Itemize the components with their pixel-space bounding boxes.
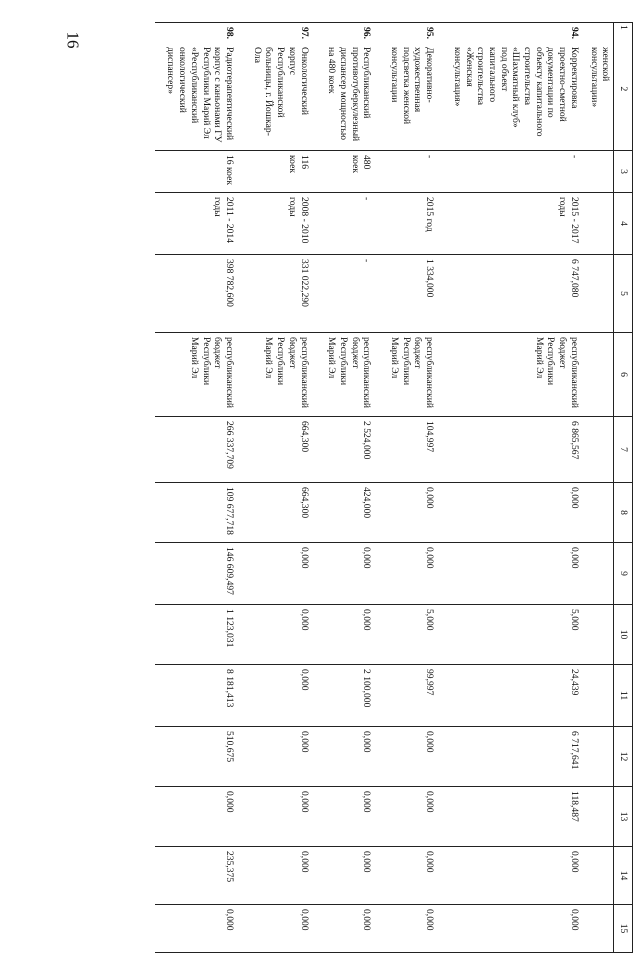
cell-capacity: - [378, 151, 441, 193]
cell-estimated-cost: 398 782,600 [155, 255, 241, 333]
row-name: Радиотерапевтический корпус с каньонами ГУ Республики Марий Эл «Республиканский онкологический диспансер» [165, 47, 236, 143]
row-number: 97. [298, 27, 310, 39]
cell-value: 0,000 [316, 543, 379, 605]
row-name-cell [316, 23, 379, 151]
cell-value: 0,000 [316, 905, 379, 953]
header-cell: 5 [614, 255, 633, 333]
cell-funding-source: республиканский бюджет Республики Марий Эл [155, 333, 241, 417]
table-row [441, 23, 586, 953]
cell-value: 0,000 [441, 483, 586, 543]
row-name: Онкологический корпус Республиканской больницы, г. Йошкар-Ола [251, 47, 310, 136]
row-number: 95. [424, 27, 436, 39]
row-name-cell [441, 23, 586, 151]
cell-value: 0,000 [316, 605, 379, 665]
table-row [378, 23, 441, 953]
cell-estimated-cost: 331 022,290 [241, 255, 316, 333]
cell-funding-source: республиканский бюджет Республики Марий Эл [241, 333, 316, 417]
cell-value: 0,000 [378, 727, 441, 787]
row-number: 94. [568, 27, 580, 39]
header-cell: 7 [614, 417, 633, 483]
cell-value: 6 865,567 [441, 417, 586, 483]
row-name-cell [241, 23, 316, 151]
row-name-cell [378, 23, 441, 151]
cell-period: 2011 - 2014 годы [155, 193, 241, 255]
cell-value: 0,000 [316, 727, 379, 787]
cell-value: 510,675 [155, 727, 241, 787]
cell-value: 8 181,413 [155, 665, 241, 727]
row-name: Корректировка проектно-сметной документации по объекту капитального строительства «Шахматный клуб» под объект капитального строительства «Женская консультация» [451, 47, 580, 137]
cell-value: 0,000 [241, 727, 316, 787]
header-cell: 9 [614, 543, 633, 605]
cell-value: 0,000 [155, 787, 241, 847]
cell-value: 5,000 [378, 605, 441, 665]
header-cell [614, 23, 633, 151]
header-cell: 10 [614, 605, 633, 665]
cell-value: 2 524,000 [316, 417, 379, 483]
row-number: 96. [361, 27, 373, 39]
cell-value: 1 123,031 [155, 605, 241, 665]
cell-capacity: 16 коек [155, 151, 241, 193]
header-cell-label: 1 [618, 25, 629, 30]
header-cell-label: 2 [618, 86, 629, 92]
cell-value: 146 609,497 [155, 543, 241, 605]
cell-capacity: 480 коек [316, 151, 379, 193]
cell-funding-source: республиканский бюджет Республики Марий Эл [378, 333, 441, 417]
cell-value: 0,000 [241, 787, 316, 847]
header-cell: 8 [614, 483, 633, 543]
cell-value: 104,997 [378, 417, 441, 483]
cell-funding-source: республиканский бюджет Республики Марий Эл [441, 333, 586, 417]
header-cell: 14 [614, 847, 633, 905]
cell-value: 0,000 [378, 847, 441, 905]
budget-table [155, 22, 633, 953]
cell-value: 5,000 [441, 605, 586, 665]
continuation-cell [586, 23, 614, 151]
table-header-row [614, 23, 633, 953]
row-name: Декоративно-художественная подсветка женской консультации [389, 47, 436, 125]
cell-period: 2008 - 2010 годы [241, 193, 316, 255]
header-cell: 4 [614, 193, 633, 255]
cell-value: 0,000 [441, 543, 586, 605]
header-cell: 6 [614, 333, 633, 417]
cell-value: 6 717,641 [441, 727, 586, 787]
table-row-continuation [586, 23, 614, 953]
cell-estimated-cost: 6 747,080 [441, 255, 586, 333]
cell-value: 664,300 [241, 417, 316, 483]
table-row [316, 23, 379, 953]
header-cell: 13 [614, 787, 633, 847]
cell-funding-source: республиканский бюджет Республики Марий Эл [316, 333, 379, 417]
cell-period: 2015 - 2017 годы [441, 193, 586, 255]
cell-value: 664,300 [241, 483, 316, 543]
rotated-page-content [113, 22, 633, 934]
cell-value: 0,000 [241, 905, 316, 953]
page-number: 16 [63, 31, 83, 49]
cell-capacity: 116 коек [241, 151, 316, 193]
row-number: 98. [224, 27, 236, 39]
cell-estimated-cost: - [316, 255, 379, 333]
cell-value: 24,439 [441, 665, 586, 727]
cell-value: 0,000 [316, 787, 379, 847]
cell-value: 0,000 [378, 483, 441, 543]
cell-value: 0,000 [241, 847, 316, 905]
cell-value: 0,000 [241, 665, 316, 727]
cell-capacity: - [441, 151, 586, 193]
continuation-text: женской консультации» [588, 47, 612, 108]
header-cell: 11 [614, 665, 633, 727]
cell-value: 0,000 [155, 905, 241, 953]
cell-value: 424,000 [316, 483, 379, 543]
cell-period: - [316, 193, 379, 255]
header-cell: 12 [614, 727, 633, 787]
row-name: Республиканский противотуберкулезный диспансер мощностью на 480 коек [326, 47, 373, 142]
cell-period: 2015 год [378, 193, 441, 255]
cell-value: 0,000 [241, 605, 316, 665]
table-row [155, 23, 241, 953]
row-name-cell [155, 23, 241, 151]
cell-value: 109 677,718 [155, 483, 241, 543]
cell-estimated-cost: 1 334,000 [378, 255, 441, 333]
cell-value: 0,000 [441, 905, 586, 953]
table-row [241, 23, 316, 953]
cell-value: 0,000 [378, 543, 441, 605]
cell-value: 2 100,000 [316, 665, 379, 727]
cell-value: 0,000 [441, 847, 586, 905]
cell-value: 0,000 [378, 905, 441, 953]
cell-value: 0,000 [316, 847, 379, 905]
cell-value: 118,487 [441, 787, 586, 847]
header-cell: 15 [614, 905, 633, 953]
cell-value: 0,000 [241, 543, 316, 605]
cell-value: 0,000 [378, 787, 441, 847]
cell-value: 99,997 [378, 665, 441, 727]
cell-value: 266 337,709 [155, 417, 241, 483]
cell-value: 235,375 [155, 847, 241, 905]
header-cell: 3 [614, 151, 633, 193]
